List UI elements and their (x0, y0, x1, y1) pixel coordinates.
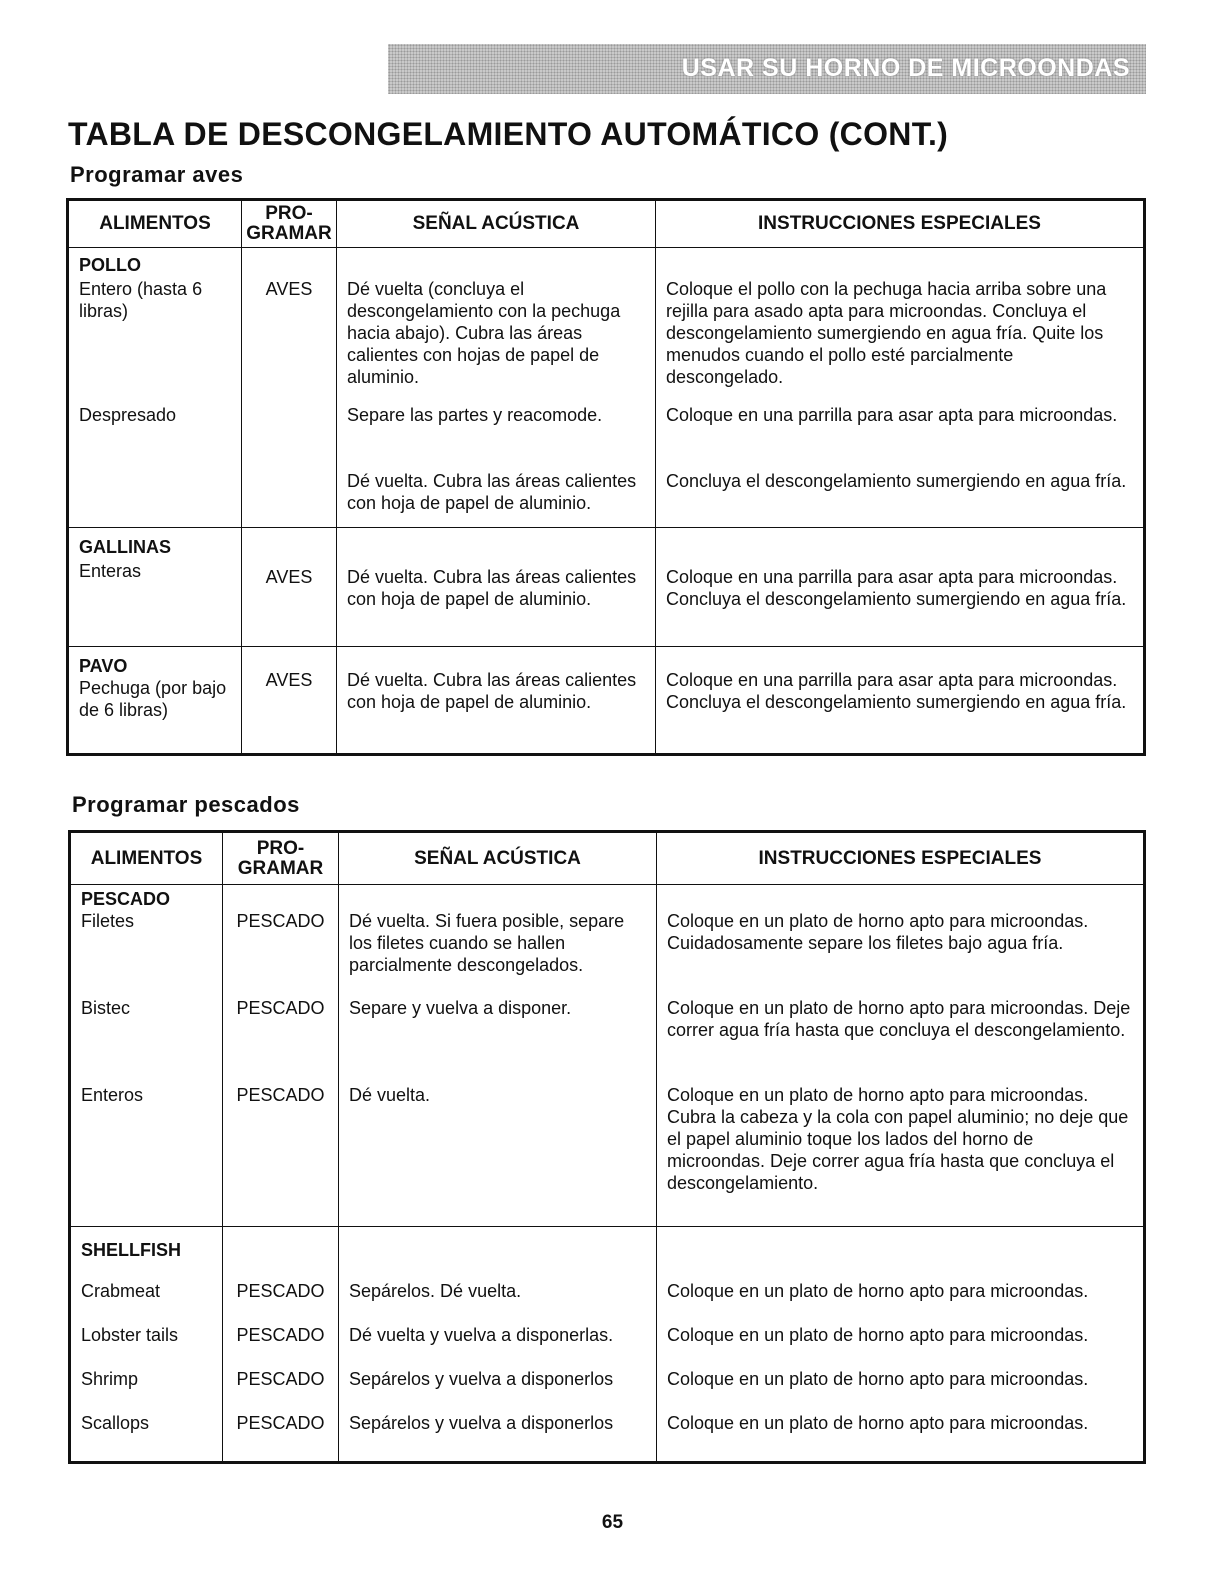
table-row (70, 1412, 1145, 1462)
table-row (70, 910, 1145, 997)
signal-cell: Sepárelos y vuelva a disponerlos (339, 1368, 657, 1412)
table-header-row (70, 832, 1145, 885)
instructions-cell: Coloque en una parrilla para asar apta para microondas. Concluya el descongelamiento sumergiendo en agua fría. (656, 560, 1145, 647)
table-row (68, 404, 1145, 470)
signal-cell: Dé vuelta. Cubra las áreas calientes con hoja de papel de aluminio. (337, 470, 656, 528)
table-row (70, 885, 1145, 911)
instructions-cell: Coloque en una parrilla para asar apta para microondas. Concluya el descongelamiento sumergiendo en agua fría. (656, 647, 1145, 755)
table-row (68, 248, 1145, 278)
program-cell: PESCADO (223, 1280, 339, 1324)
table-row (70, 1280, 1145, 1324)
instructions-cell: Coloque en un plato de horno apto para microondas. (657, 1368, 1145, 1412)
food-cell: Despresado (68, 404, 242, 470)
signal-cell: Separe y vuelva a disponer. (339, 997, 657, 1084)
header-programar: PRO- GRAMAR (223, 832, 339, 885)
instructions-cell: Coloque en un plato de horno apto para microondas. Deje correr agua fría hasta que concluya el descongelamiento. (657, 997, 1145, 1084)
program-cell: AVES (242, 560, 337, 647)
table-row (68, 560, 1145, 647)
page-number: 65 (601, 1512, 624, 1533)
food-cell: Lobster tails (70, 1324, 223, 1368)
signal-cell: Dé vuelta. (339, 1084, 657, 1226)
header-alimentos: ALIMENTOS (68, 200, 242, 248)
signal-cell: Dé vuelta. Cubra las áreas calientes con hoja de papel de aluminio. (337, 647, 656, 755)
category-pollo: POLLO (79, 255, 141, 275)
program-cell: AVES (242, 647, 337, 755)
signal-cell: Dé vuelta. Si fuera posible, separe los filetes cuando se hallen parcialmente descongelados. (339, 910, 657, 997)
table-row (68, 528, 1145, 560)
category-pavo: PAVO (79, 656, 128, 676)
table-row (68, 278, 1145, 404)
instructions-cell: Coloque en un plato de horno apto para microondas. Cuidadosamente separe los filetes bajo agua fría. (657, 910, 1145, 997)
header-senal-acustica: SEÑAL ACÚSTICA (337, 200, 656, 248)
food-text: Pechuga (por bajo de 6 libras) (79, 678, 227, 720)
program-cell: PESCADO (223, 1412, 339, 1462)
instructions-cell: Coloque en un plato de horno apto para microondas. (657, 1324, 1145, 1368)
food-cell: Shrimp (70, 1368, 223, 1412)
table-row (68, 470, 1145, 528)
banner-text: USAR SU HORNO DE MICROONDAS (681, 54, 1130, 82)
table-header-row (68, 200, 1145, 248)
program-cell: PESCADO (223, 1084, 339, 1226)
table-row (70, 1368, 1145, 1412)
header-instrucciones: INSTRUCCIONES ESPECIALES (656, 200, 1145, 248)
instructions-cell: Coloque en una parrilla para asar apta para microondas. (656, 404, 1145, 470)
program-cell: PESCADO (223, 1368, 339, 1412)
header-programar: PRO- GRAMAR (242, 200, 337, 248)
table-row (70, 1324, 1145, 1368)
category-pescado: PESCADO (81, 889, 171, 909)
food-cell: Entero (hasta 6 libras) (68, 278, 242, 404)
header-alimentos: ALIMENTOS (70, 832, 223, 885)
instructions-cell: Coloque el pollo con la pechuga hacia arriba sobre una rejilla para asado apta para microondas. Concluya el descongelamiento sumergiendo en agua fría. Quite los menudos cuando el pollo esté parcialmente descongelado. (656, 278, 1145, 404)
food-cell: Filetes (70, 910, 223, 997)
instructions-cell: Coloque en un plato de horno apto para microondas. (657, 1280, 1145, 1324)
food-cell: Enteras (68, 560, 242, 647)
header-senal-acustica: SEÑAL ACÚSTICA (339, 832, 657, 885)
program-cell: PESCADO (223, 910, 339, 997)
food-cell: Crabmeat (70, 1280, 223, 1324)
category-gallinas: GALLINAS (79, 537, 171, 557)
instructions-cell: Coloque en un plato de horno apto para microondas. (657, 1412, 1145, 1462)
category-shellfish: SHELLFISH (81, 1239, 182, 1260)
program-cell: PESCADO (223, 1324, 339, 1368)
signal-cell: Dé vuelta y vuelva a disponerlas. (339, 1324, 657, 1368)
table-row (68, 647, 1145, 755)
food-cell: Enteros (70, 1084, 223, 1226)
poultry-defrost-table (66, 198, 1146, 756)
table-row (70, 1084, 1145, 1226)
signal-cell: Dé vuelta. Cubra las áreas calientes con hoja de papel de aluminio. (337, 560, 656, 647)
table-row (70, 1226, 1145, 1280)
food-cell: Bistec (70, 997, 223, 1084)
food-cell: Scallops (70, 1412, 223, 1462)
fish-section-title: Programar pescados (72, 792, 300, 817)
table-row (70, 997, 1145, 1084)
page-title: TABLA DE DESCONGELAMIENTO AUTOMÁTICO (CONT.) (68, 116, 949, 152)
poultry-section-title: Programar aves (70, 162, 244, 187)
signal-cell: Sepárelos y vuelva a disponerlos (339, 1412, 657, 1462)
signal-cell: Dé vuelta (concluya el descongelamiento con la pechuga hacia abajo). Cubra las áreas calientes con hojas de papel de aluminio. (337, 278, 656, 404)
fish-defrost-table (68, 830, 1146, 1464)
header-instrucciones: INSTRUCCIONES ESPECIALES (657, 832, 1145, 885)
signal-cell: Separe las partes y reacomode. (337, 404, 656, 470)
signal-cell: Sepárelos. Dé vuelta. (339, 1280, 657, 1324)
program-cell: AVES (242, 278, 337, 404)
instructions-cell: Concluya el descongelamiento sumergiendo en agua fría. (656, 470, 1145, 528)
section-banner (388, 44, 1146, 94)
instructions-cell: Coloque en un plato de horno apto para microondas. Cubra la cabeza y la cola con papel aluminio; no deje que el papel aluminio toque los lados del horno de microondas. Deje correr agua fría hasta que concluya el descongelamiento. (657, 1084, 1145, 1226)
program-cell: PESCADO (223, 997, 339, 1084)
